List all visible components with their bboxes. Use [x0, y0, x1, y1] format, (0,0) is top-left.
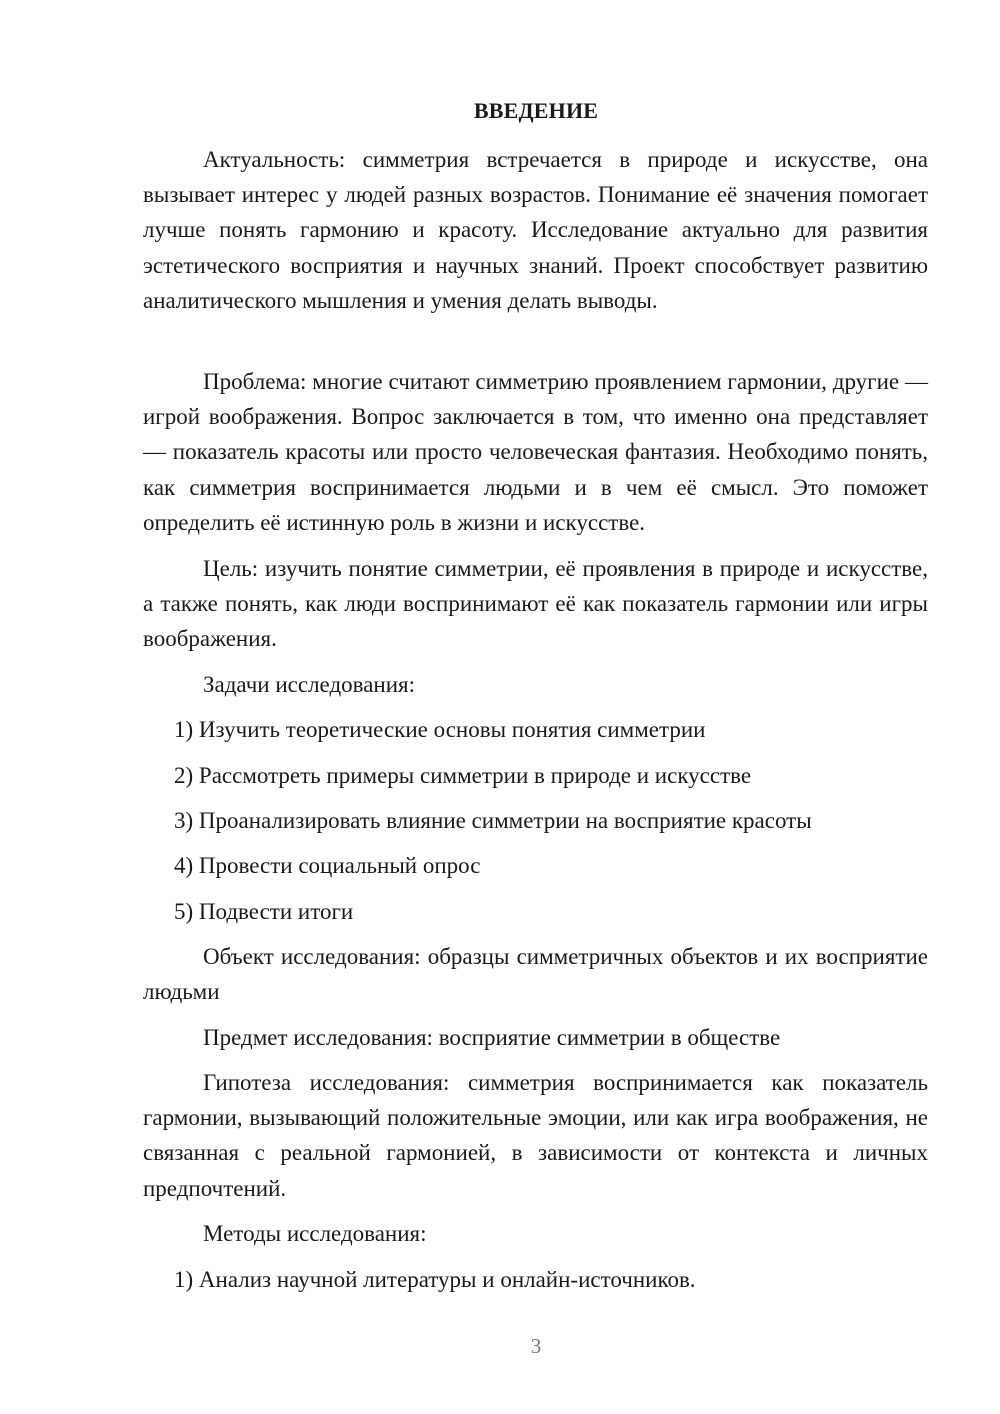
task-item-5: 5) Подвести итоги: [174, 899, 354, 924]
method-item-1: 1) Анализ научной литературы и онлайн-источников.: [174, 1267, 696, 1292]
problem-paragraph: Проблема: многие считают симметрию проявлением гармонии, другие — игрой воображения. Вопрос заключается в том, что именно она представляет — показатель красоты или просто человеческая фантазия. Необходимо понять, как симметрия воспринимается людьми и в чем её смысл. Это поможет определить её истинную роль в жизни и искусстве.: [143, 369, 928, 535]
task-item-2: 2) Рассмотреть примеры симметрии в природе и искусстве: [174, 763, 752, 788]
object-paragraph: Объект исследования: образцы симметричных объектов и их восприятие людьми: [143, 944, 928, 1005]
task-item-1: 1) Изучить теоретические основы понятия симметрии: [174, 717, 706, 742]
task-item-3: 3) Проанализировать влияние симметрии на восприятие красоты: [174, 808, 812, 833]
methods-heading: Методы исследования:: [203, 1221, 427, 1246]
hypothesis-paragraph: Гипотеза исследования: симметрия воспринимается как показатель гармонии, вызывающий положительные эмоции, или как игра воображения, не связанная с реальной гармонией, в зависимости от контекста и личных предпочтений.: [143, 1070, 928, 1201]
subject-paragraph: Предмет исследования: восприятие симметрии в обществе: [203, 1025, 781, 1050]
task-item-4: 4) Провести социальный опрос: [174, 853, 481, 878]
relevance-paragraph: Актуальность: симметрия встречается в природе и искусстве, она вызывает интерес у людей разных возрастов. Понимание её значения помогает лучше понять гармонию и красоту. Исследование актуально для развития эстетического восприятия и научных знаний. Проект способствует развитию аналитического мышления и умения делать выводы.: [143, 147, 928, 313]
page-number: 3: [530, 1334, 542, 1358]
tasks-heading: Задачи исследования:: [203, 672, 416, 697]
goal-paragraph: Цель: изучить понятие симметрии, её проявления в природе и искусстве, а также понять, как люди воспринимают её как показатель гармонии или игры воображения.: [143, 556, 928, 652]
page-title: ВВЕДЕНИЕ: [473, 98, 599, 123]
